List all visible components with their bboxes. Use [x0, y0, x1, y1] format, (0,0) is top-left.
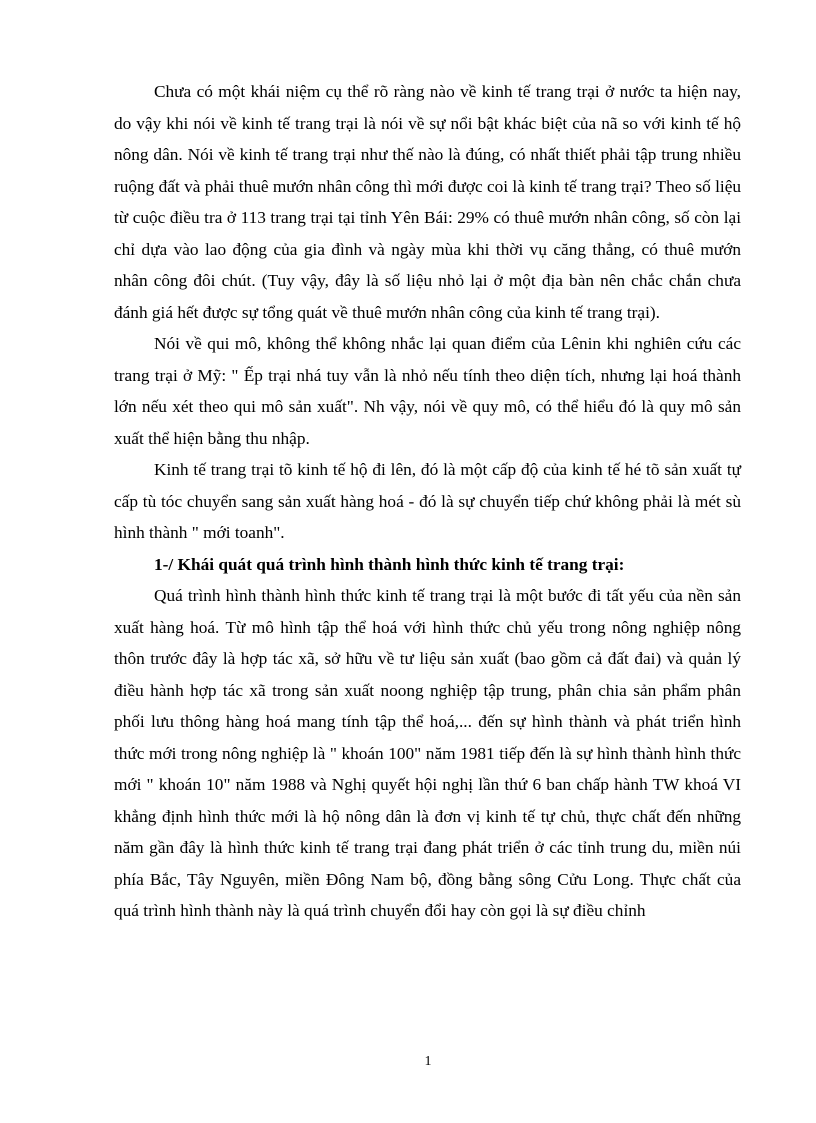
paragraph-farm-economy-concept: Chưa có một khái niệm cụ thể rõ ràng nào về kinh tế trang trại ở nước ta hiện nay, do vậy khi nói về kinh tế trang trại là nói về sự nổi bật khác biệt của nã so với kinh tế hộ nông dân. Nói về kinh tế trang trại như thế nào là đúng, có nhất thiết phải tập trung nhiều ruộng đất và phải thuê mướn nhân công thì mới được coi là kinh tế trang trại? Theo số liệu từ cuộc điều tra ở 113 trang trại tại tỉnh Yên Bái: 29% có thuê mướn nhân công, số còn lại chỉ dựa vào lao động của gia đình và ngày mùa khi thời vụ căng thẳng, có thuê mướn nhân công đôi chút. (Tuy vậy, đây là số liệu nhỏ lại ở một địa bàn nên chắc chắn chưa đánh giá hết được sự tổng quát về thuê mướn nhân công của kinh tế trang trại). — [114, 82, 742, 322]
paragraph-formation-process: Quá trình hình thành hình thức kinh tế trang trại là một bước đi tất yếu của nền sản xuất hàng hoá. Từ mô hình tập thể hoá với hình thức chủ yếu trong nông nghiệp nông thôn trước đây là hợp tác xã, sở hữu về tư liệu sản xuất (bao gồm cả đất đai) và quản lý điều hành hợp tác xã trong sản xuất noong nghiệp tập trung, phân chia sản phẩm phân phối lưu thông hàng hoá mang tính tập thể hoá,... đến sự hình thành và phát triển hình thức mới trong nông nghiệp là " khoán 100" năm 1981 tiếp đến là sự hình thành hình thức mới " khoán 10" năm 1988 và Nghị quyết hội nghị lần thứ 6 ban chấp hành TW khoá VI khẳng định hình thức mới là hộ nông dân là đơn vị kinh tế tự chủ, thực chất đến những năm gần đây là hình thức kinh tế trang trại đang phát triển ở các tỉnh trung du, miền núi phía Bắc, Tây Nguyên, miền Đông Nam bộ, đồng bằng sông Cửu Long. Thực chất của quá trình hình thành này là quá trình chuyển đổi hay còn gọi là sự điều chỉnh — [114, 586, 741, 920]
page-number: 1 — [424, 1054, 432, 1069]
section-heading: 1-/ Khái quát quá trình hình thành hình thức kinh tế trang trại: — [154, 554, 625, 574]
paragraph-transition: Kinh tế trang trại tõ kinh tế hộ đi lên, đó là một cấp độ của kinh tế hé tõ sản xuất tự cấp tù tóc chuyển sang sản xuất hàng hoá - đó là sự chuyển tiếp chứ không phải là mét sù hình thành " mới toanh". — [114, 460, 741, 542]
document-body — [114, 76, 741, 927]
paragraph-scale-lenin: Nói về qui mô, không thể không nhắc lại quan điểm của Lênin khi nghiên cứu các trang trại ở Mỹ: " Ếp trại nhá tuy vẫn là nhỏ nếu tính theo diện tích, nhưng lại hoá thành lớn nếu xét theo qui mô sản xuất". Nh vậy, nói về quy mô, có thể hiểu đó là quy mô sản xuất thể hiện bằng thu nhập. — [114, 334, 741, 448]
